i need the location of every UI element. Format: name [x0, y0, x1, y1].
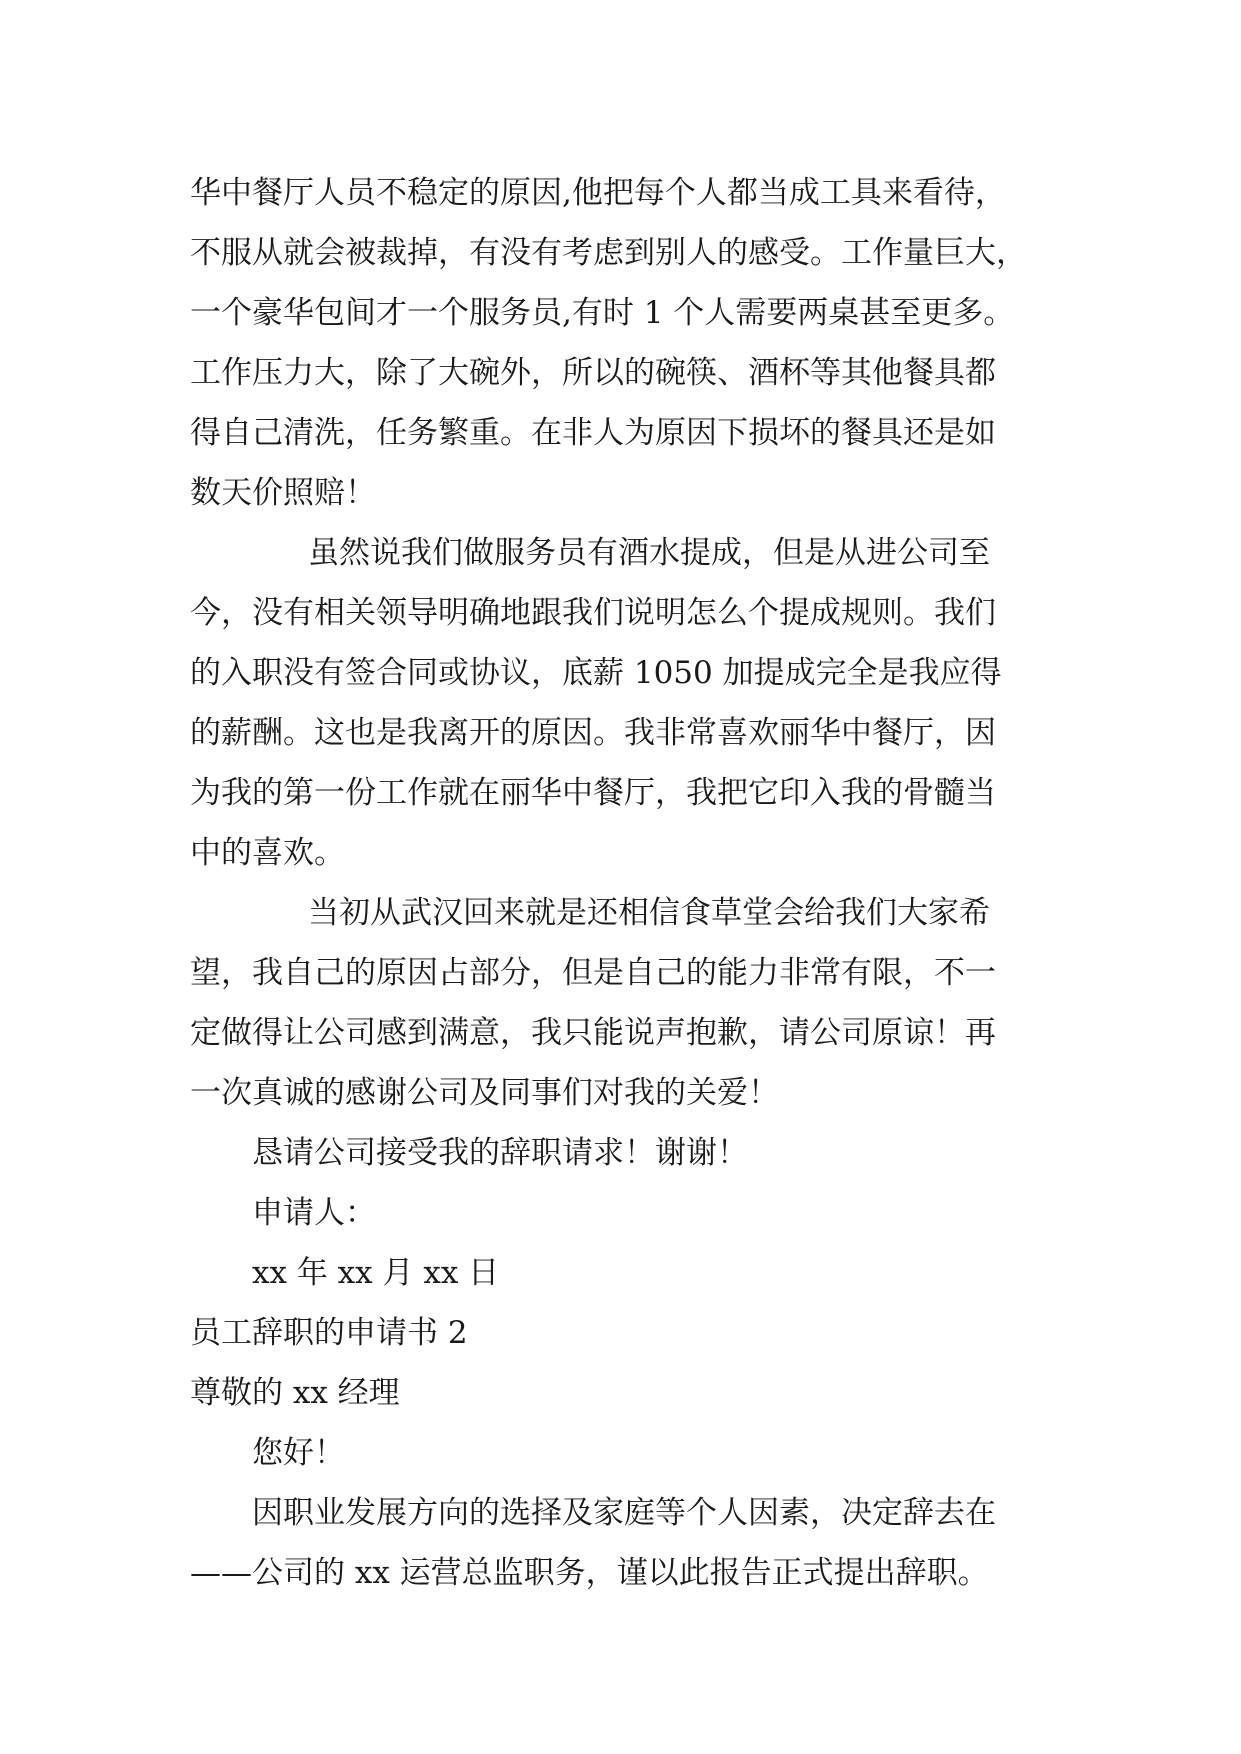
greeting: 您好！: [252, 1435, 345, 1471]
body-line: 工作压力大，除了大碗外，所以的碗筷、酒杯等其他餐具都: [190, 355, 996, 391]
body-line: 中的喜欢。: [190, 835, 345, 871]
section-heading: 员工辞职的申请书 2: [190, 1315, 468, 1351]
body-line: ——公司的 xx 运营总监职务，谨以此报告正式提出辞职。: [190, 1555, 989, 1591]
closing-request: 恳请公司接受我的辞职请求！谢谢！: [252, 1135, 748, 1171]
salutation: 尊敬的 xx 经理: [190, 1375, 400, 1411]
applicant-label: 申请人：: [252, 1195, 376, 1231]
body-line: 不服从就会被裁掉，有没有考虑到别人的感受。工作量巨大，: [190, 235, 1027, 271]
date-line: xx 年 xx 月 xx 日: [252, 1255, 500, 1291]
body-line: 的薪酬。这也是我离开的原因。我非常喜欢丽华中餐厅，因: [190, 715, 996, 751]
body-line: 为我的第一份工作就在丽华中餐厅，我把它印入我的骨髓当: [190, 775, 996, 811]
paragraph-start-line: 因职业发展方向的选择及家庭等个人因素，决定辞去在: [252, 1495, 996, 1531]
document-body: [190, 163, 1090, 1603]
body-line: 数天价照赔！: [190, 475, 376, 511]
paragraph-start-line: 虽然说我们做服务员有酒水提成，但是从进公司至: [308, 535, 990, 571]
body-line: 的入职没有签合同或协议，底薪 1050 加提成完全是我应得: [190, 655, 1002, 691]
body-line: 一次真诚的感谢公司及同事们对我的关爱！: [190, 1075, 779, 1111]
body-line: 华中餐厅人员不稳定的原因,他把每个人都当成工具来看待，: [190, 175, 1006, 211]
body-line: 得自己清洗，任务繁重。在非人为原因下损坏的餐具还是如: [190, 415, 996, 451]
paragraph-start-line: 当初从武汉回来就是还相信食草堂会给我们大家希: [308, 895, 990, 931]
body-line: 定做得让公司感到满意，我只能说声抱歉，请公司原谅！再: [190, 1015, 996, 1051]
body-line: 今，没有相关领导明确地跟我们说明怎么个提成规则。我们: [190, 595, 996, 631]
body-line: 望，我自己的原因占部分，但是自己的能力非常有限，不一: [190, 955, 996, 991]
body-line: 一个豪华包间才一个服务员,有时 1 个人需要两桌甚至更多。: [190, 295, 1015, 331]
